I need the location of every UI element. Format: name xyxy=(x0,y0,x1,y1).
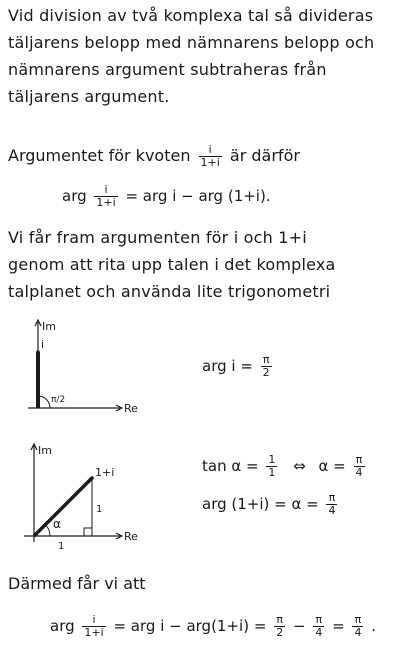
argument-sentence-before: Argumentet för kvoten xyxy=(8,146,191,165)
fraction-denominator: 4 xyxy=(328,504,336,517)
intro-paragraph xyxy=(8,2,416,110)
fraction-denominator: 1+i xyxy=(84,626,104,639)
final-equation xyxy=(50,614,376,639)
equation-arg-quotient xyxy=(62,184,271,209)
eq-tan-fraction xyxy=(266,454,277,479)
intro-line: täljarens argument. xyxy=(8,87,170,106)
equivalence-arrow: ⇔ xyxy=(293,457,306,475)
fraction-numerator: π xyxy=(328,491,336,504)
fraction-denominator: 4 xyxy=(354,626,362,639)
fraction-numerator: i xyxy=(208,143,212,156)
fraction-numerator: 1 xyxy=(268,453,276,466)
eq-arg-1i-prefix: arg (1+i) = α = xyxy=(202,495,319,513)
fraction-numerator: π xyxy=(315,613,323,626)
equation-arg-1-plus-i xyxy=(202,492,340,517)
fraction-denominator: 1+i xyxy=(200,156,220,169)
equation-tan-alpha xyxy=(202,454,368,479)
side-label-vertical: 1 xyxy=(96,504,103,515)
final-fraction-quotient xyxy=(82,614,105,639)
method-line: genom att rita upp talen i det komplexa xyxy=(8,255,336,274)
right-angle-mark xyxy=(84,528,92,536)
eq-arg-i-fraction xyxy=(261,354,272,379)
point-i xyxy=(36,350,40,354)
intro-line: Vid division av två komplexa tal så divideras xyxy=(8,6,374,25)
quotient-fraction xyxy=(199,144,222,169)
eq1-rhs: = arg i − arg (1+i). xyxy=(125,187,271,205)
final-period: . xyxy=(371,617,377,635)
axis-label-re: Re xyxy=(124,530,138,543)
final-fraction-2 xyxy=(313,614,324,639)
fraction-numerator: π xyxy=(355,453,363,466)
eq-tan-prefix: tan α = xyxy=(202,457,259,475)
eq-arg-1i-fraction xyxy=(326,492,337,517)
final-mid: = arg i − arg(1+i) = xyxy=(113,617,267,635)
point-label-i: i xyxy=(41,338,45,351)
point-label-1-plus-i: 1+i xyxy=(95,466,115,479)
fraction-numerator: π xyxy=(276,613,283,626)
intro-line: nämnarens argument subtraheras från xyxy=(8,60,327,79)
final-minus: − xyxy=(292,617,306,635)
method-line: talplanet och använda lite trigonometri xyxy=(8,282,331,301)
fraction-numerator: i xyxy=(92,613,96,626)
fraction-denominator: 1 xyxy=(268,466,276,479)
diagram-arg-i xyxy=(20,316,150,420)
diagram-arg-1-plus-i xyxy=(20,440,150,552)
fraction-denominator: 2 xyxy=(262,366,270,379)
angle-label-alpha: α xyxy=(53,517,61,531)
vector-1-plus-i xyxy=(34,478,92,536)
axis-label-im: Im xyxy=(38,444,52,457)
eq1-lhs-prefix: arg xyxy=(62,187,87,205)
fraction-numerator: π xyxy=(354,613,362,626)
final-fraction-1 xyxy=(274,614,285,639)
angle-label: π/2 xyxy=(51,395,66,405)
final-fraction-3 xyxy=(352,614,363,639)
axis-label-im: Im xyxy=(42,320,56,333)
fraction-denominator: 4 xyxy=(315,626,323,639)
side-label-horizontal: 1 xyxy=(58,541,65,552)
eq-tan-mid: α = xyxy=(318,457,346,475)
intro-line: täljarens belopp med nämnarens belopp och xyxy=(8,33,375,52)
eq-arg-i-prefix: arg i = xyxy=(202,357,253,375)
fraction-numerator: i xyxy=(104,183,108,196)
equation-arg-i xyxy=(202,354,275,379)
method-line: Vi får fram argumenten för i och 1+i xyxy=(8,228,307,247)
argument-sentence xyxy=(8,144,300,169)
conclusion-text: Därmed får vi att xyxy=(8,574,146,593)
final-prefix: arg xyxy=(50,617,75,635)
argument-sentence-after: är därför xyxy=(229,146,300,165)
final-equals: = xyxy=(332,617,345,635)
fraction-denominator: 1+i xyxy=(96,196,116,209)
eq-tan-fraction-2 xyxy=(354,454,365,479)
fraction-denominator: 4 xyxy=(355,466,363,479)
fraction-denominator: 2 xyxy=(276,626,284,639)
axis-label-re: Re xyxy=(124,402,138,415)
method-paragraph xyxy=(8,224,416,305)
fraction-numerator: π xyxy=(262,353,270,366)
eq1-fraction xyxy=(94,184,117,209)
